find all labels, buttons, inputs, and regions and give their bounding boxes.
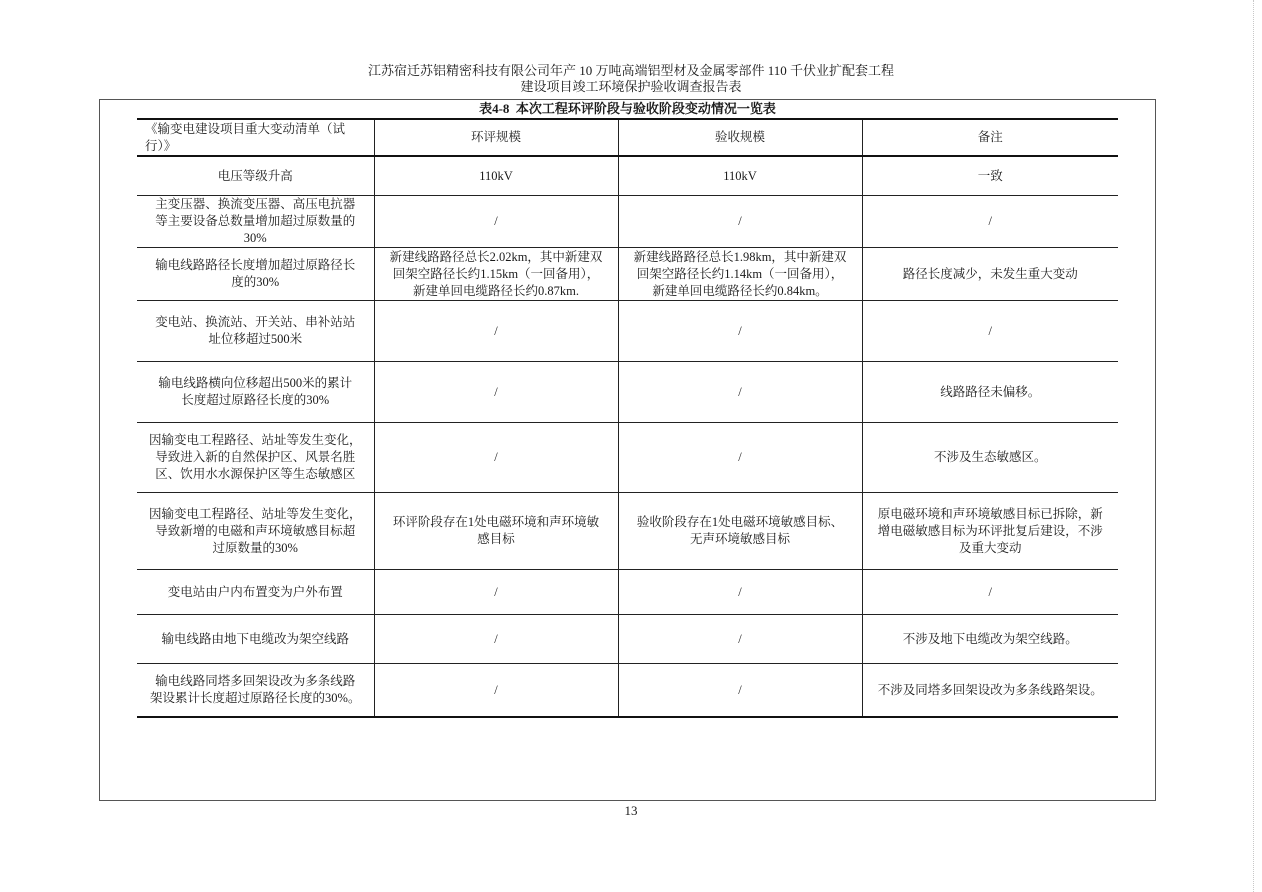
table-row — [137, 362, 1118, 423]
remark-cell: 不涉及地下电缆改为架空线路。 — [862, 615, 1118, 664]
table-header — [137, 119, 1118, 156]
table-row — [137, 156, 1118, 196]
acceptance-scale-cell: / — [618, 664, 862, 718]
header-project-title: 江苏宿迁苏铝精密科技有限公司年产 10 万吨高端铝型材及金属零部件 110 千伏业扩配套工程 — [367, 63, 895, 78]
criterion-cell: 输电线路由地下电缆改为架空线路 — [137, 615, 374, 664]
eia-scale-cell: / — [374, 423, 618, 493]
header-report-title: 建设项目竣工环境保护验收调查报告表 — [520, 79, 742, 94]
acceptance-scale-cell: 新建线路路径总长1.98km，其中新建双 回架空路径长约1.14km（一回备用）， 新建单回电缆路径长约0.84km。 — [618, 248, 862, 301]
criterion-cell: 输电线路同塔多回架设改为多条线路 架设累计长度超过原路径长度的30%。 — [137, 664, 374, 718]
column-header-criterion: 《输变电建设项目重大变动清单（试 行）》 — [137, 119, 374, 156]
remark-cell: 不涉及同塔多回架设改为多条线路架设。 — [862, 664, 1118, 718]
eia-scale-cell: 环评阶段存在1处电磁环境和声环境敏 感目标 — [374, 493, 618, 570]
remark-cell: / — [862, 196, 1118, 248]
column-header-eia-scale: 环评规模 — [374, 119, 618, 156]
change-comparison-table — [137, 118, 1118, 718]
criterion-cell: 因输变电工程路径、站址等发生变化， 导致新增的电磁和声环境敏感目标超 过原数量的30% — [137, 493, 374, 570]
column-header-acceptance-scale: 验收规模 — [618, 119, 862, 156]
remark-cell: 线路路径未偏移。 — [862, 362, 1118, 423]
criterion-cell: 变电站由户内布置变为户外布置 — [137, 570, 374, 615]
remark-cell: 原电磁环境和声环境敏感目标已拆除，新 增电磁敏感目标为环评批复后建设，不涉 及重大变动 — [862, 493, 1118, 570]
table-row — [137, 423, 1118, 493]
eia-scale-cell: / — [374, 301, 618, 362]
acceptance-scale-cell: 110kV — [618, 156, 862, 196]
criterion-cell: 主变压器、换流变压器、高压电抗器 等主要设备总数量增加超过原数量的 30% — [137, 196, 374, 248]
page-edge — [1253, 0, 1254, 892]
table-title: 表4-8 本次工程环评阶段与验收阶段变动情况一览表 — [479, 101, 776, 116]
acceptance-scale-cell: / — [618, 570, 862, 615]
criterion-cell: 输电线路路径长度增加超过原路径长 度的30% — [137, 248, 374, 301]
remark-cell: 不涉及生态敏感区。 — [862, 423, 1118, 493]
acceptance-scale-cell: / — [618, 301, 862, 362]
remark-cell: 一致 — [862, 156, 1118, 196]
table-row — [137, 664, 1118, 718]
criterion-cell: 电压等级升高 — [137, 156, 374, 196]
page-number: 13 — [624, 803, 638, 818]
table-row — [137, 570, 1118, 615]
acceptance-scale-cell: / — [618, 362, 862, 423]
eia-scale-cell: / — [374, 362, 618, 423]
eia-scale-cell: / — [374, 615, 618, 664]
remark-cell: / — [862, 570, 1118, 615]
table-row — [137, 615, 1118, 664]
remark-cell: 路径长度减少，未发生重大变动 — [862, 248, 1118, 301]
table-row — [137, 196, 1118, 248]
table-row — [137, 248, 1118, 301]
eia-scale-cell: / — [374, 570, 618, 615]
column-header-remark: 备注 — [862, 119, 1118, 156]
acceptance-scale-cell: / — [618, 423, 862, 493]
eia-scale-cell: 110kV — [374, 156, 618, 196]
acceptance-scale-cell: / — [618, 196, 862, 248]
eia-scale-cell: / — [374, 196, 618, 248]
document-header — [0, 63, 1262, 95]
table-body — [137, 156, 1118, 717]
eia-scale-cell: / — [374, 664, 618, 718]
acceptance-scale-cell: / — [618, 615, 862, 664]
criterion-cell: 因输变电工程路径、站址等发生变化， 导致进入新的自然保护区、风景名胜 区、饮用水水源保护区等生态敏感区 — [137, 423, 374, 493]
acceptance-scale-cell: 验收阶段存在1处电磁环境敏感目标、 无声环境敏感目标 — [618, 493, 862, 570]
remark-cell: / — [862, 301, 1118, 362]
criterion-cell: 变电站、换流站、开关站、串补站站 址位移超过500米 — [137, 301, 374, 362]
table-row — [137, 301, 1118, 362]
table-header-row — [137, 119, 1118, 156]
criterion-cell: 输电线路横向位移超出500米的累计 长度超过原路径长度的30% — [137, 362, 374, 423]
eia-scale-cell: 新建线路路径总长2.02km，其中新建双 回架空路径长约1.15km（一回备用）， 新建单回电缆路径长约0.87km. — [374, 248, 618, 301]
table-row — [137, 493, 1118, 570]
